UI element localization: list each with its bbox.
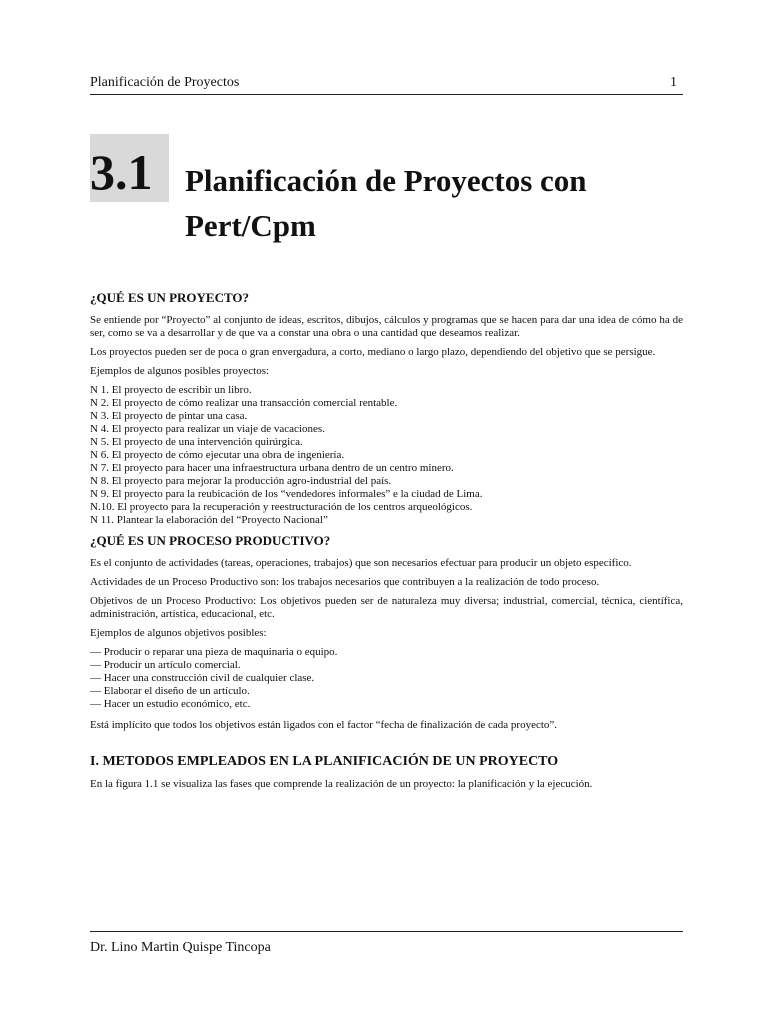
- body-content: [90, 290, 683, 797]
- header-title: Planificación de Proyectos: [90, 75, 240, 90]
- paragraph: Ejemplos de algunos posibles proyectos:: [90, 365, 270, 377]
- paragraph: Se entiende por “Proyecto” al conjunto de ideas, escritos, dibujos, cálculos y programas que se hacen para dar una idea de cómo ha de ser, como se va a desarrollar y de que va a constar una obra o una cantidad que deseamos realizar.: [90, 314, 683, 339]
- page-number: 1: [670, 75, 677, 90]
- list-item: N 6. El proyecto de cómo ejecutar una obra de ingeniería.: [90, 449, 345, 461]
- section-heading-proceso: ¿QUÉ ES UN PROCESO PRODUCTIVO?: [90, 533, 331, 548]
- section-heading-metodos: I. METODOS EMPLEADOS EN LA PLANIFICACIÓN DE UN PROYECTO: [90, 754, 559, 769]
- list-item: N 11. Plantear la elaboración del “Proyecto Nacional”: [90, 514, 328, 526]
- paragraph: Ejemplos de algunos objetivos posibles:: [90, 627, 267, 639]
- objective-examples-list: [90, 646, 683, 711]
- chapter-title-line2: Pert/Cpm: [185, 208, 316, 243]
- list-item: — Hacer una construcción civil de cualquier clase.: [90, 672, 315, 684]
- list-item: — Elaborar el diseño de un artículo.: [90, 685, 250, 697]
- page-header: [90, 75, 683, 95]
- list-item: — Hacer un estudio económico, etc.: [90, 698, 251, 710]
- project-examples-list: [90, 384, 683, 527]
- paragraph: Los proyectos pueden ser de poca o gran envergadura, a corto, mediano o largo plazo, dependiendo del objetivo que se persigue.: [90, 346, 656, 358]
- page-footer: [90, 931, 683, 956]
- list-item: N 2. El proyecto de cómo realizar una transacción comercial rentable.: [90, 397, 398, 409]
- section-heading-proyecto: ¿QUÉ ES UN PROYECTO?: [90, 290, 250, 305]
- paragraph: Actividades de un Proceso Productivo son: los trabajos necesarios que contribuyen a la realización de todo proceso.: [90, 576, 600, 588]
- footer-author: Dr. Lino Martin Quispe Tincopa: [90, 940, 271, 955]
- paragraph: Está implícito que todos los objetivos están ligados con el factor “fecha de finalización de cada proyecto”.: [90, 719, 558, 731]
- chapter-number: 3.1: [90, 144, 153, 200]
- list-item: N.10. El proyecto para la recuperación y reestructuración de los centros arqueológicos.: [90, 501, 473, 513]
- paragraph: Es el conjunto de actividades (tareas, operaciones, trabajos) que son necesarios efectuar para producir un objeto específico.: [90, 557, 632, 569]
- chapter-title: [185, 158, 705, 248]
- list-item: N 7. El proyecto para hacer una infraestructura urbana dentro de un centro minero.: [90, 462, 454, 474]
- paragraph: Objetivos de un Proceso Productivo: Los objetivos pueden ser de naturaleza muy diversa; industrial, comercial, técnica, científica, administración, artística, educacional, etc.: [90, 595, 683, 620]
- list-item: N 1. El proyecto de escribir un libro.: [90, 384, 252, 396]
- paragraph: En la figura 1.1 se visualiza las fases que comprende la realización de un proyecto: la planificación y la ejecución.: [90, 778, 593, 790]
- list-item: N 3. El proyecto de pintar una casa.: [90, 410, 248, 422]
- chapter-title-line1: Planificación de Proyectos con: [185, 163, 587, 198]
- list-item: N 4. El proyecto para realizar un viaje de vacaciones.: [90, 423, 325, 435]
- list-item: N 8. El proyecto para mejorar la producción agro-industrial del país.: [90, 475, 392, 487]
- list-item: N 9. El proyecto para la reubicación de los “vendedores informales” e la ciudad de Lima.: [90, 488, 483, 500]
- list-item: — Producir o reparar una pieza de maquinaria o equipo.: [90, 646, 338, 658]
- list-item: — Producir un artículo comercial.: [90, 659, 241, 671]
- list-item: N 5. El proyecto de una intervención quirúrgica.: [90, 436, 303, 448]
